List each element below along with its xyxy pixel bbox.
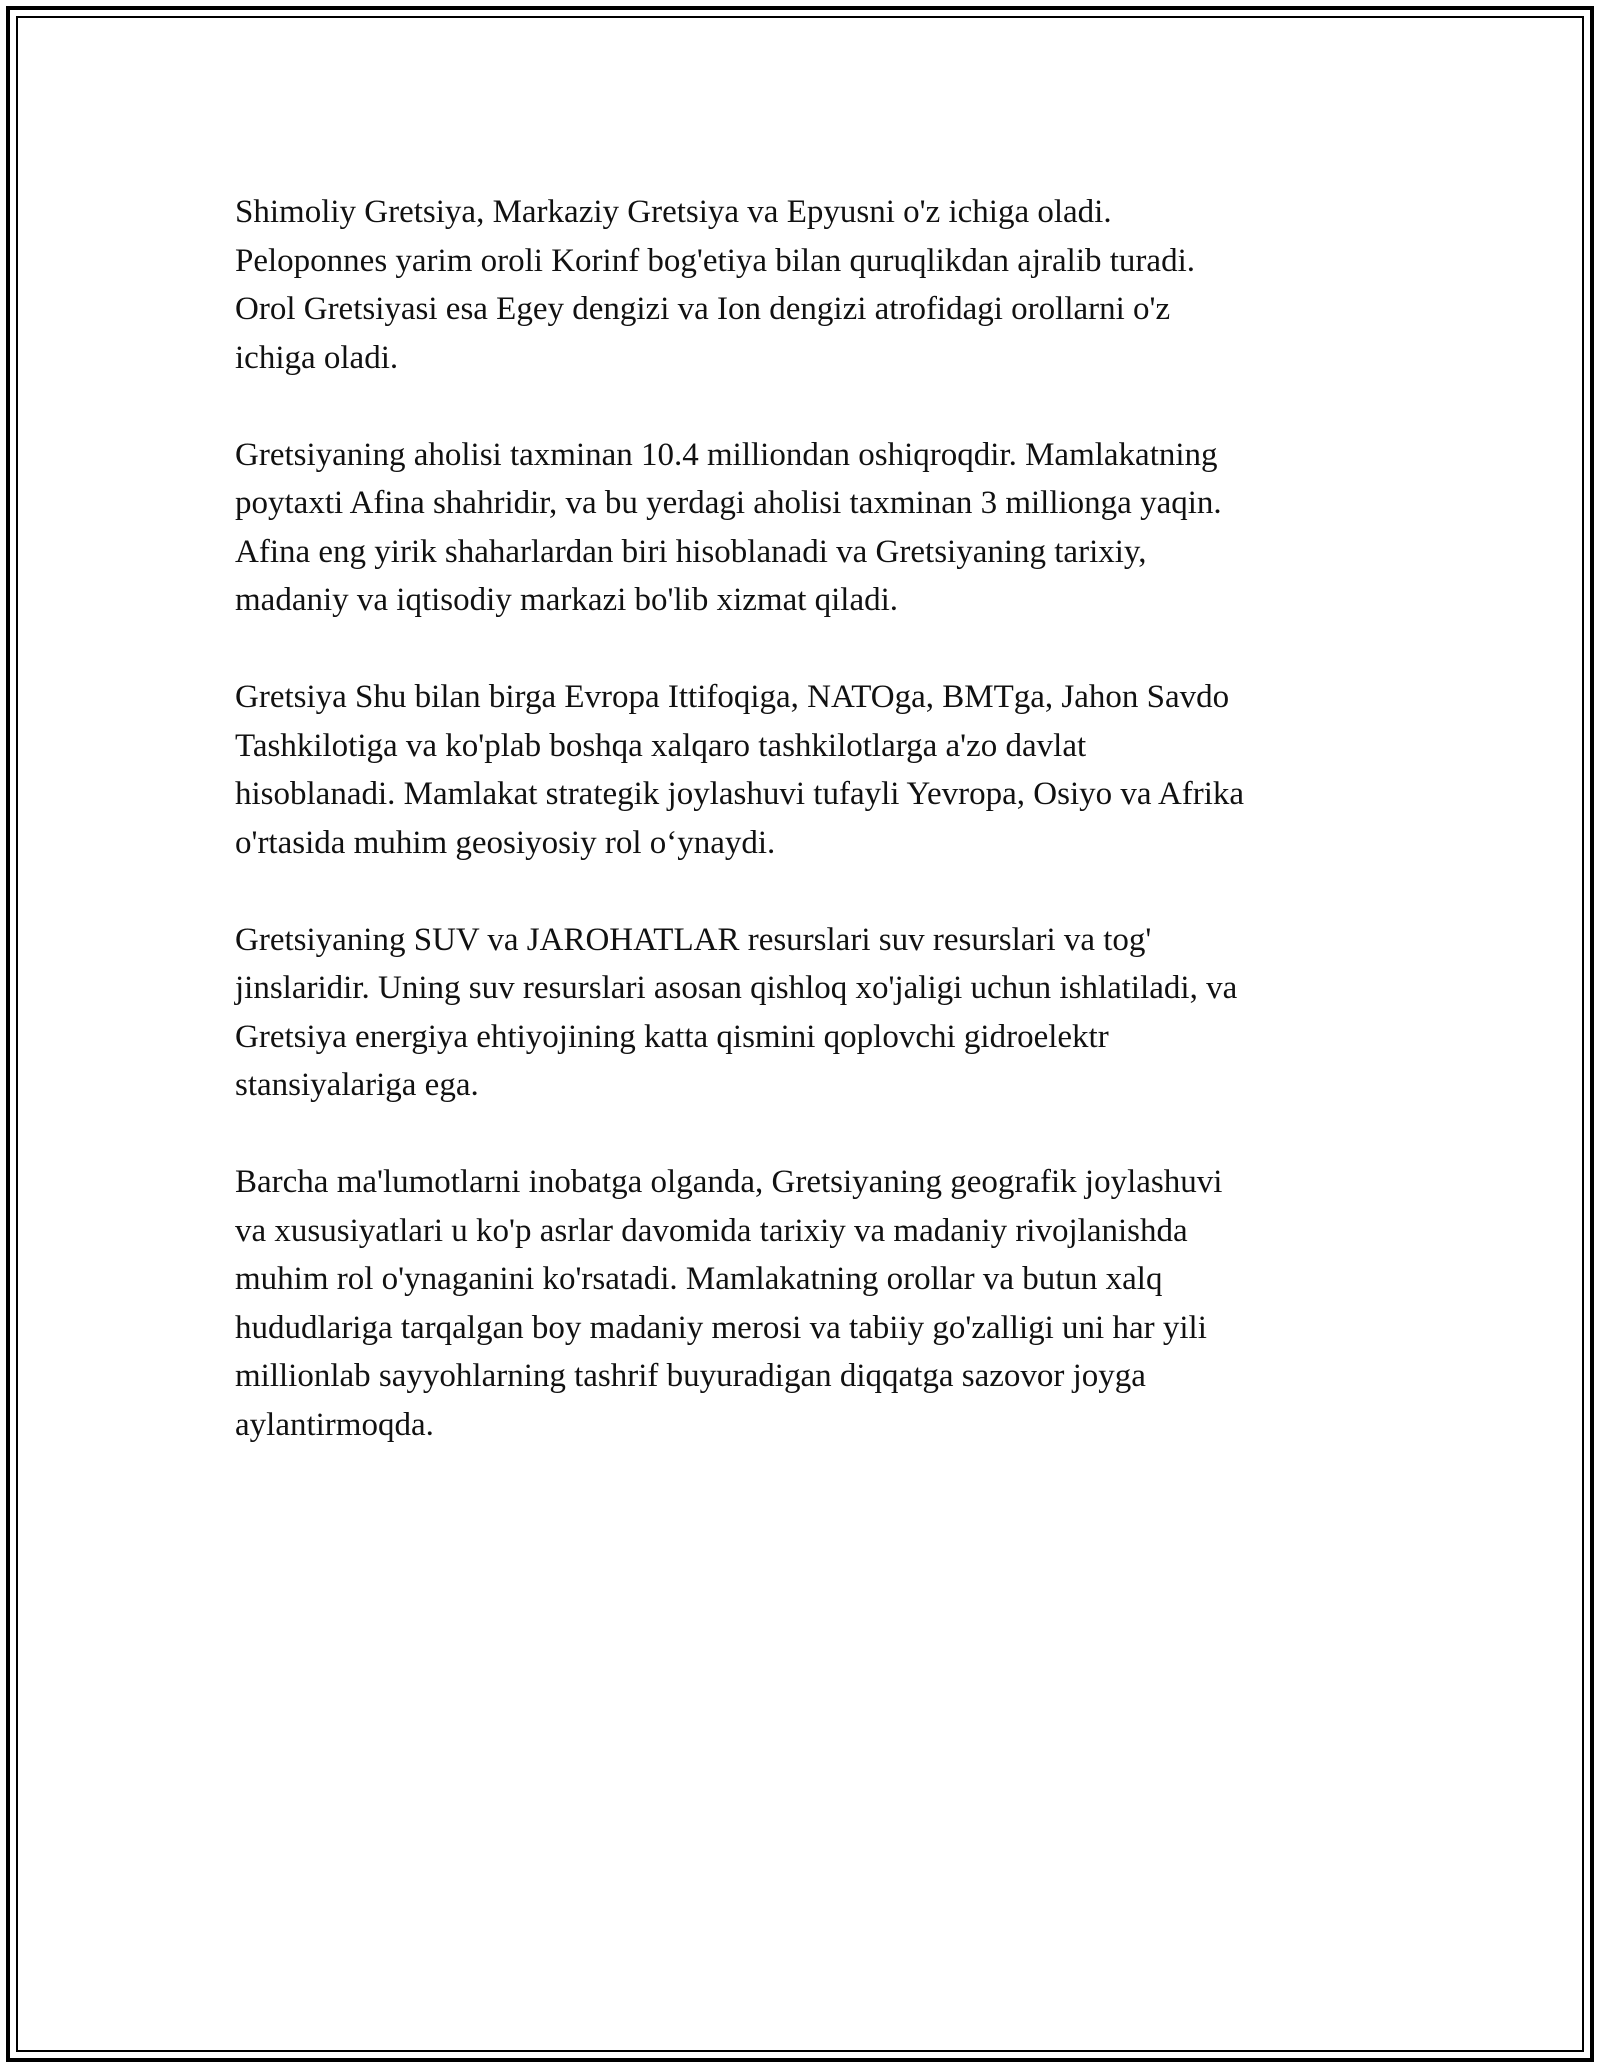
text-line: Orol Gretsiyasi esa Egey dengizi va Ion dengizi atrofidagi orollarni o'z bbox=[235, 291, 1171, 327]
paragraph-5 bbox=[235, 1158, 1385, 1449]
text-line: ichiga oladi. bbox=[235, 339, 399, 376]
document-body bbox=[235, 188, 1385, 1498]
text-line: aylantirmoqda. bbox=[235, 1406, 434, 1443]
text-line: Peloponnes yarim oroli Korinf bog'etiya bilan quruqlikdan ajralib turadi. bbox=[235, 242, 1195, 279]
text-line: Gretsiya energiya ehtiyojining katta qismini qoplovchi gidroelektr bbox=[235, 1018, 1109, 1055]
text-line: va xususiyatlari u ko'p asrlar davomida tarixiy va madaniy rivojlanishda bbox=[235, 1212, 1188, 1249]
text-line: muhim rol o'ynaganini ko'rsatadi. Mamlakatning orollar va butun xalq bbox=[235, 1261, 1163, 1297]
text-line: madaniy va iqtisodiy markazi bo'lib xizmat qiladi. bbox=[235, 582, 899, 618]
paragraph-2 bbox=[235, 431, 1385, 625]
paragraph-4 bbox=[235, 916, 1385, 1110]
text-line: hududlariga tarqalgan boy madaniy merosi va tabiiy go'zalligi uni har yili bbox=[235, 1309, 1207, 1346]
text-line: poytaxti Afina shahridir, va bu yerdagi aholisi taxminan 3 millionga yaqin. bbox=[235, 485, 1222, 521]
text-line: Shimoliy Gretsiya, Markaziy Gretsiya va Epyusni o'z ichiga oladi. bbox=[235, 194, 1112, 230]
text-line: millionlab sayyohlarning tashrif buyuradigan diqqatga sazovor joyga bbox=[235, 1358, 1146, 1394]
text-line: Afina eng yirik shaharlardan biri hisoblanadi va Gretsiyaning tarixiy, bbox=[235, 533, 1147, 570]
text-line: hisoblanadi. Mamlakat strategik joylashuvi tufayli Yevropa, Osiyo va Afrika bbox=[235, 776, 1245, 812]
text-line: Barcha ma'lumotlarni inobatga olganda, Gretsiyaning geografik joylashuvi bbox=[235, 1164, 1223, 1200]
text-line: Gretsiyaning aholisi taxminan 10.4 milliondan oshiqroqdir. Mamlakatning bbox=[235, 436, 1218, 473]
text-line: o'rtasida muhim geosiyosiy rol o‘ynaydi. bbox=[235, 824, 776, 861]
text-line: Tashkilotiga va ko'plab boshqa xalqaro tashkilotlarga a'zo davlat bbox=[235, 727, 1087, 764]
text-line: Gretsiya Shu bilan birga Evropa Ittifoqiga, NATOga, BMTga, Jahon Savdo bbox=[235, 679, 1230, 715]
text-line: jinslaridir. Uning suv resurslari asosan qishloq xo'jaligi uchun ishlatiladi, va bbox=[235, 970, 1238, 1006]
paragraph-1 bbox=[235, 188, 1385, 382]
text-line: stansiyalariga ega. bbox=[235, 1067, 479, 1103]
text-line: Gretsiyaning SUV va JAROHATLAR resurslari suv resurslari va tog' bbox=[235, 921, 1152, 958]
paragraph-3 bbox=[235, 673, 1385, 867]
